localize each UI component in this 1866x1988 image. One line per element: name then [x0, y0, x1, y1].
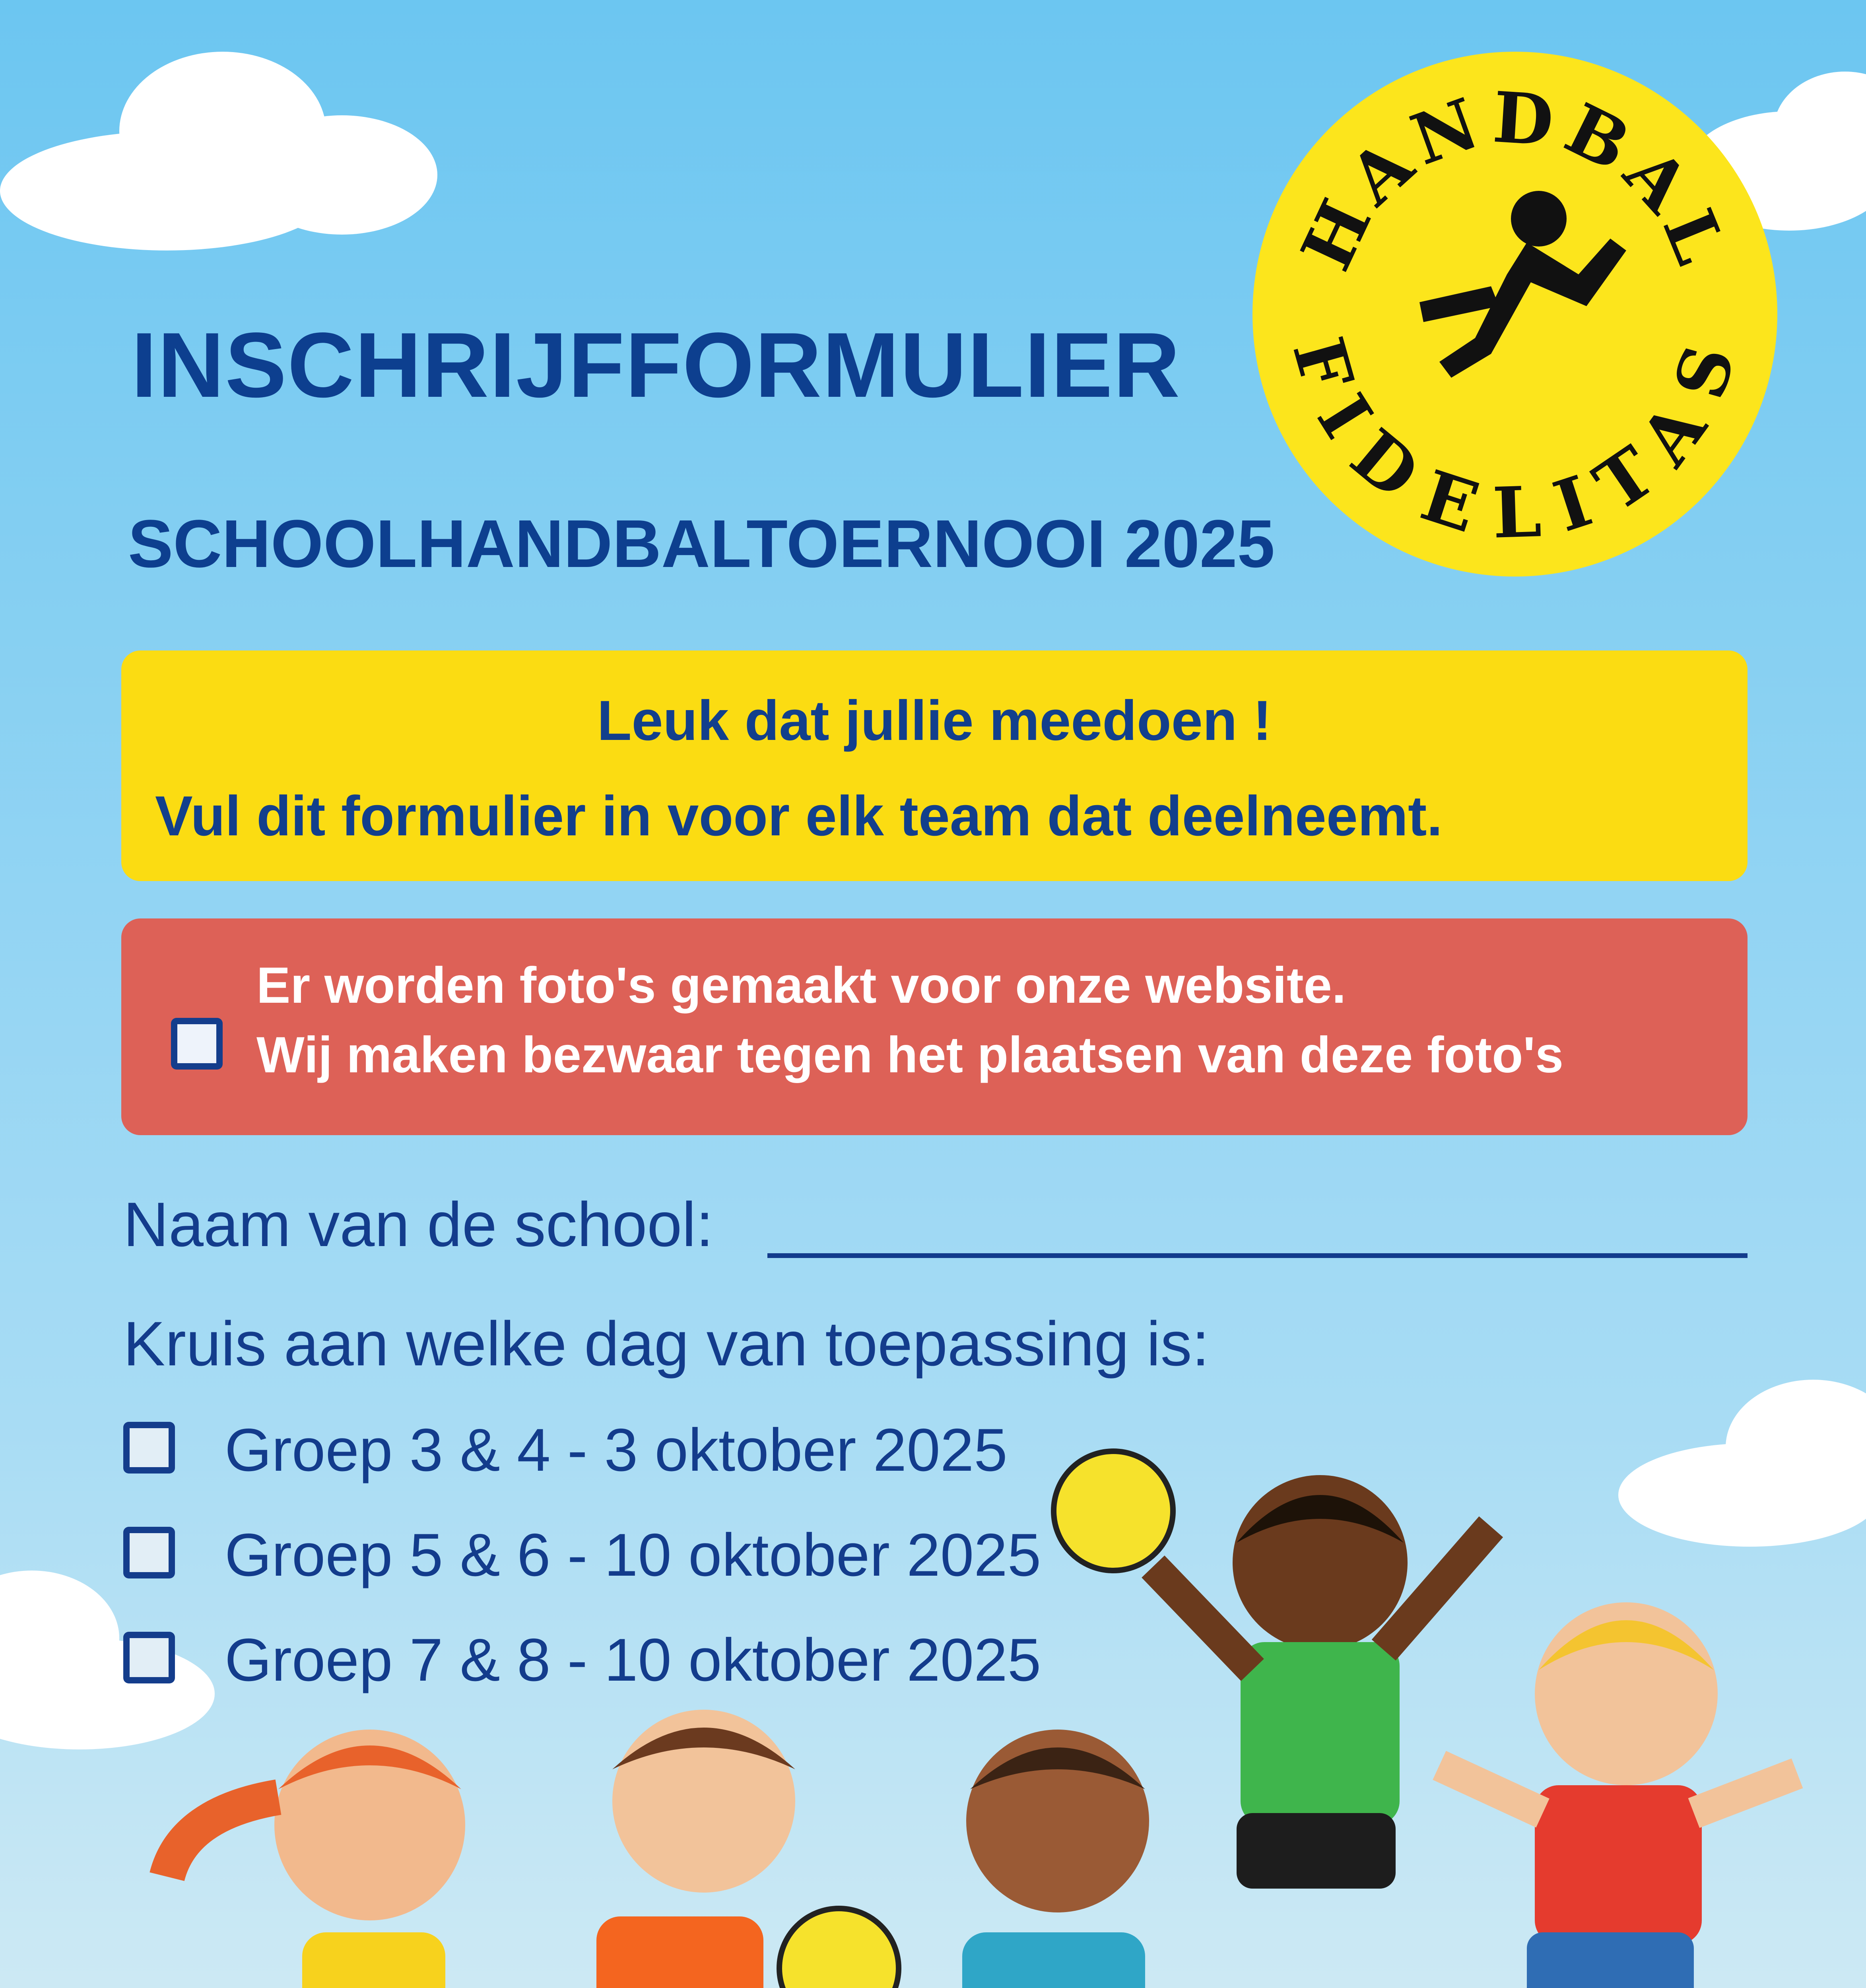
day-option-label: Groep 7 & 8 - 10 oktober 2025 — [225, 1626, 1041, 1694]
photo-notice-line-2: Wij maken bezwaar tegen het plaatsen van deze foto's — [256, 1027, 1564, 1083]
school-name-label: Naam van de school: — [123, 1190, 714, 1260]
day-prompt: Kruis aan welke dag van toepassing is: — [123, 1309, 1210, 1379]
club-logo — [1252, 52, 1777, 577]
page-title: INSCHRIJFFORMULIER — [131, 314, 1181, 417]
day-checkbox-groep-3-4[interactable] — [123, 1422, 175, 1474]
day-checkbox-groep-7-8[interactable] — [123, 1632, 175, 1683]
logo-bottom-text: FIDELITAS — [1276, 329, 1753, 554]
page-subtitle: SCHOOLHANDBALTOERNOOI 2025 — [128, 506, 1275, 582]
day-option-label: Groep 5 & 6 - 10 oktober 2025 — [225, 1521, 1041, 1589]
photo-consent-box — [121, 918, 1748, 1135]
school-name-field[interactable] — [767, 1253, 1748, 1258]
logo-top-text: HANDBAL — [1285, 76, 1744, 282]
day-checkbox-groep-5-6[interactable] — [123, 1527, 175, 1578]
photo-notice-line-1: Er worden foto's gemaakt voor onze website. — [256, 957, 1346, 1014]
intro-box — [121, 650, 1748, 881]
intro-line-2: Vul dit formulier in voor elk team dat deelneemt. — [155, 784, 1443, 848]
day-option-label: Groep 3 & 4 - 3 oktober 2025 — [225, 1416, 1008, 1484]
intro-line-1: Leuk dat jullie meedoen ! — [597, 689, 1272, 752]
photo-objection-checkbox[interactable] — [171, 1018, 223, 1070]
